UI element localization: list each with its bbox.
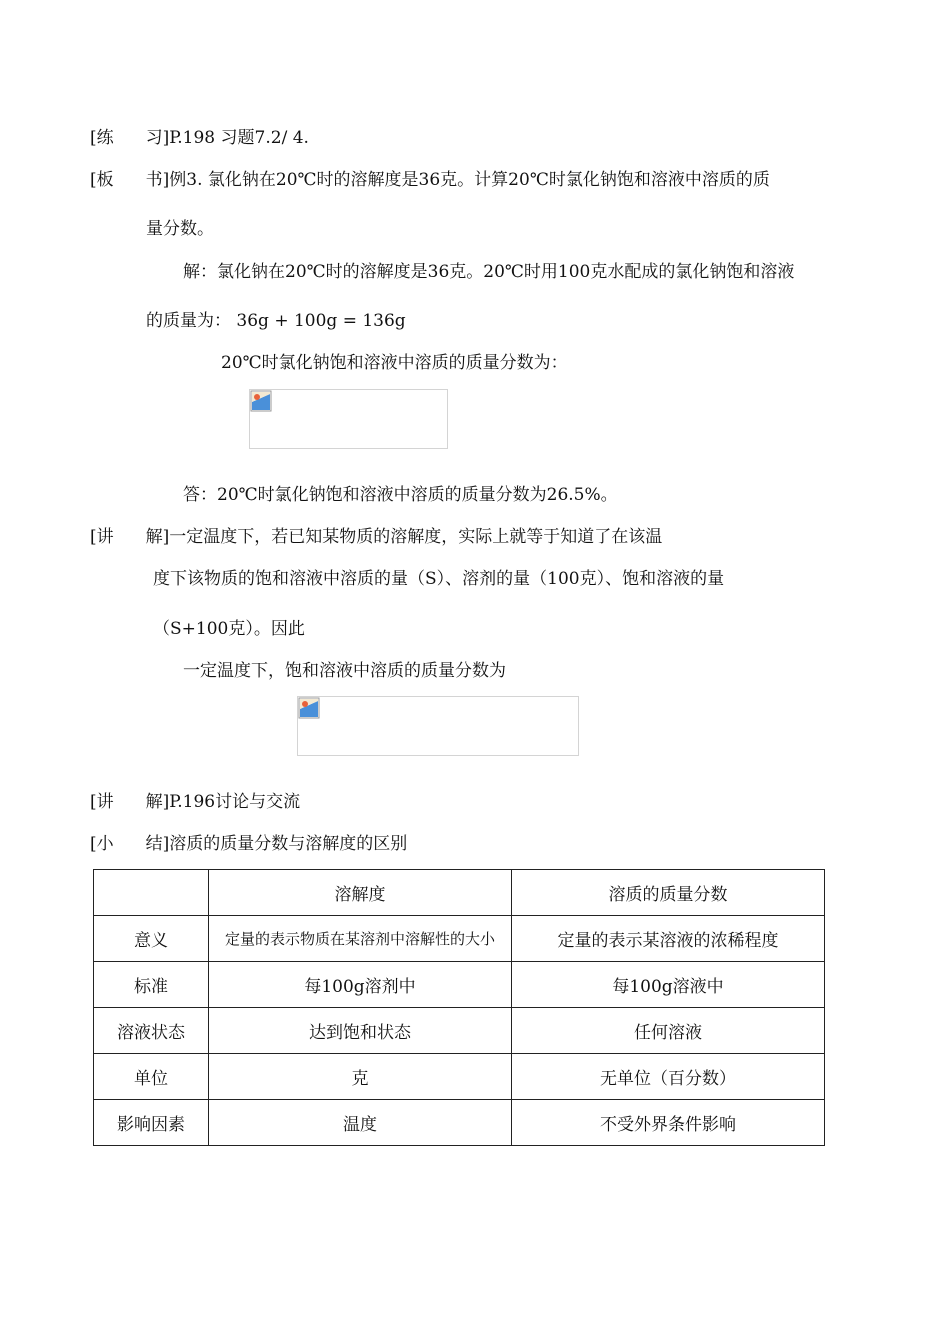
table-row <box>94 962 825 1008</box>
table-cell: 每100g溶剂中 <box>209 962 512 1008</box>
broken-image-icon <box>250 390 272 412</box>
board-tag-close: 书] <box>145 170 170 190</box>
table-cell: 溶液状态 <box>94 1008 209 1054</box>
summary-line <box>90 833 407 855</box>
practice-line <box>90 127 309 149</box>
board-tag-open: [板 <box>90 170 114 190</box>
answer-line: 答：20℃时氯化钠饱和溶液中溶质的质量分数为26.5%。 <box>183 485 618 505</box>
board-text: 例3. 氯化钠在20℃时的溶解度是36克。计算20℃时氯化钠饱和溶液中溶质的质 <box>169 170 770 190</box>
explain2-tag-close: 解] <box>145 792 170 812</box>
table-cell: 不受外界条件影响 <box>512 1100 825 1146</box>
broken-image-icon <box>298 697 320 719</box>
solution-line-1: 解：氯化钠在20℃时的溶解度是36克。20℃时用100克水配成的氯化钠饱和溶液 <box>183 262 795 282</box>
table-row <box>94 1054 825 1100</box>
table-cell: 定量的表示物质在某溶剂中溶解性的大小 <box>209 916 512 962</box>
explain2-line <box>90 791 300 813</box>
board-text-continued: 量分数。 <box>146 219 214 239</box>
explain-text-2: 度下该物质的饱和溶液中溶质的量（S）、溶剂的量（100克）、饱和溶液的量 <box>153 569 725 589</box>
table-row <box>94 1100 825 1146</box>
table-cell: 达到饱和状态 <box>209 1008 512 1054</box>
table-header-cell <box>94 870 209 916</box>
formula-image-2 <box>297 696 579 756</box>
explain-tag-open: [讲 <box>90 527 114 547</box>
table-row <box>94 1008 825 1054</box>
explain-text-3: （S+100克）。因此 <box>153 619 305 639</box>
comparison-table <box>93 869 825 1146</box>
explain-line <box>90 526 662 548</box>
practice-tag-open: [练 <box>90 128 114 148</box>
solution-line-3: 20℃时氯化钠饱和溶液中溶质的质量分数为： <box>221 353 568 373</box>
explain-text-4: 一定温度下，饱和溶液中溶质的质量分数为 <box>183 661 506 681</box>
summary-text: 溶质的质量分数与溶解度的区别 <box>169 834 408 854</box>
table-header-row <box>94 870 825 916</box>
formula-image-1 <box>249 389 448 449</box>
explain-tag-close: 解] <box>145 527 170 547</box>
table-cell: 克 <box>209 1054 512 1100</box>
table-row <box>94 916 825 962</box>
summary-tag-open: [小 <box>90 834 114 854</box>
table-cell: 标准 <box>94 962 209 1008</box>
practice-tag-close: 习] <box>145 128 170 148</box>
table-cell: 任何溶液 <box>512 1008 825 1054</box>
summary-tag-close: 结] <box>145 834 170 854</box>
explain2-text: P.196讨论与交流 <box>169 792 301 812</box>
table-cell: 每100g溶液中 <box>512 962 825 1008</box>
table-cell: 单位 <box>94 1054 209 1100</box>
table-cell: 意义 <box>94 916 209 962</box>
table-cell: 定量的表示某溶液的浓稀程度 <box>512 916 825 962</box>
table-header-cell: 溶解度 <box>209 870 512 916</box>
table-cell: 影响因素 <box>94 1100 209 1146</box>
solution-line-2: 的质量为： 36g + 100g = 136g <box>146 311 406 331</box>
practice-text: P.198 习题7.2/ 4. <box>169 128 309 148</box>
table-cell: 温度 <box>209 1100 512 1146</box>
explain-text-1: 一定温度下，若已知某物质的溶解度，实际上就等于知道了在该温 <box>169 527 663 547</box>
table-header-cell: 溶质的质量分数 <box>512 870 825 916</box>
board-line <box>90 169 770 191</box>
table-cell: 无单位（百分数） <box>512 1054 825 1100</box>
explain2-tag-open: [讲 <box>90 792 114 812</box>
